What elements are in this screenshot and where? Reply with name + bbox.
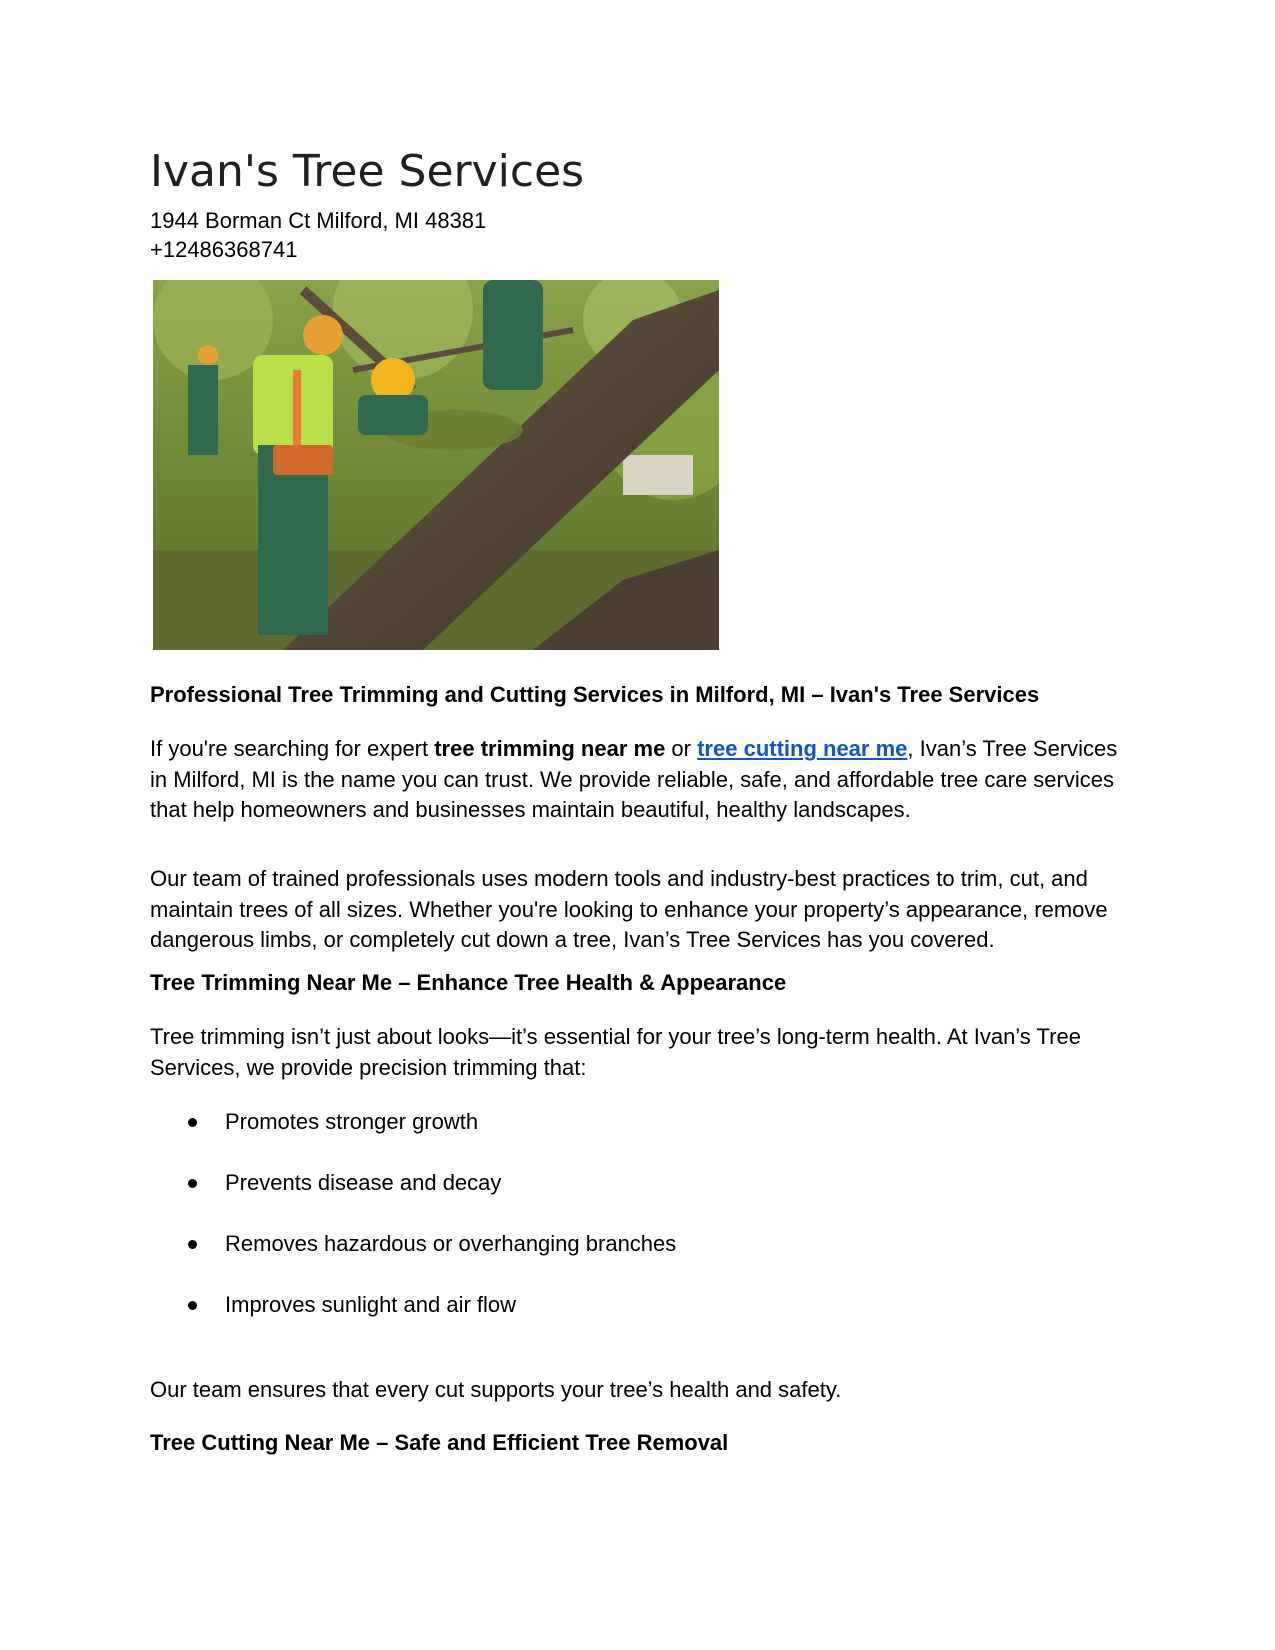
list-item-label: Promotes stronger growth [225,1109,479,1134]
tree-workers-photo [153,280,719,650]
intro-text-2: or [665,736,698,761]
closing-paragraph: Our team ensures that every cut supports your tree’s health and safety. [150,1377,842,1402]
business-phone: +12486368741 [150,237,298,262]
list-item-label: Improves sunlight and air flow [225,1292,517,1317]
list-item [150,1168,676,1229]
cutting-heading: Tree Cutting Near Me – Safe and Efficient Tree Removal [150,1430,729,1455]
benefits-list [150,1107,676,1351]
intro-paragraph [150,734,1140,826]
main-heading: Professional Tree Trimming and Cutting Services in Milford, MI – Ivan's Tree Services [150,682,1040,707]
tree-cutting-link[interactable]: tree cutting near me [697,736,908,761]
business-address: 1944 Borman Ct Milford, MI 48381 [150,208,487,233]
document-title: Ivan's Tree Services [150,146,585,197]
bullet-icon [188,1240,197,1249]
team-paragraph: Our team of trained professionals uses modern tools and industry-best practices to trim, cut, and maintain trees of all sizes. Whether you're looking to enhance your property’s appearance, remove dangerous limbs, or completely cut down a tree, Ivan’s Tree Services has you covered. [150,866,1108,952]
bullet-icon [188,1301,197,1310]
intro-keyword-trimming: tree trimming near me [434,736,666,761]
list-item [150,1229,676,1290]
bullet-icon [188,1179,197,1188]
trimming-paragraph: Tree trimming isn’t just about looks—it’s essential for your tree’s long-term health. At Ivan’s Tree Services, we provide precision trimming that: [150,1024,1081,1080]
trimming-heading: Tree Trimming Near Me – Enhance Tree Health & Appearance [150,970,787,995]
list-item [150,1290,676,1351]
bullet-icon [188,1118,197,1127]
list-item-label: Prevents disease and decay [225,1170,502,1195]
intro-text-3: , Ivan’s Tree Services in Milford, MI is the name you can trust. We provide reliable, safe, and affordable tree care services that help homeowners and businesses maintain beautiful, healthy landscapes. [150,736,1118,822]
intro-text-1: If you're searching for expert [150,736,435,761]
list-item-label: Removes hazardous or overhanging branches [225,1231,677,1256]
list-item [150,1107,676,1168]
